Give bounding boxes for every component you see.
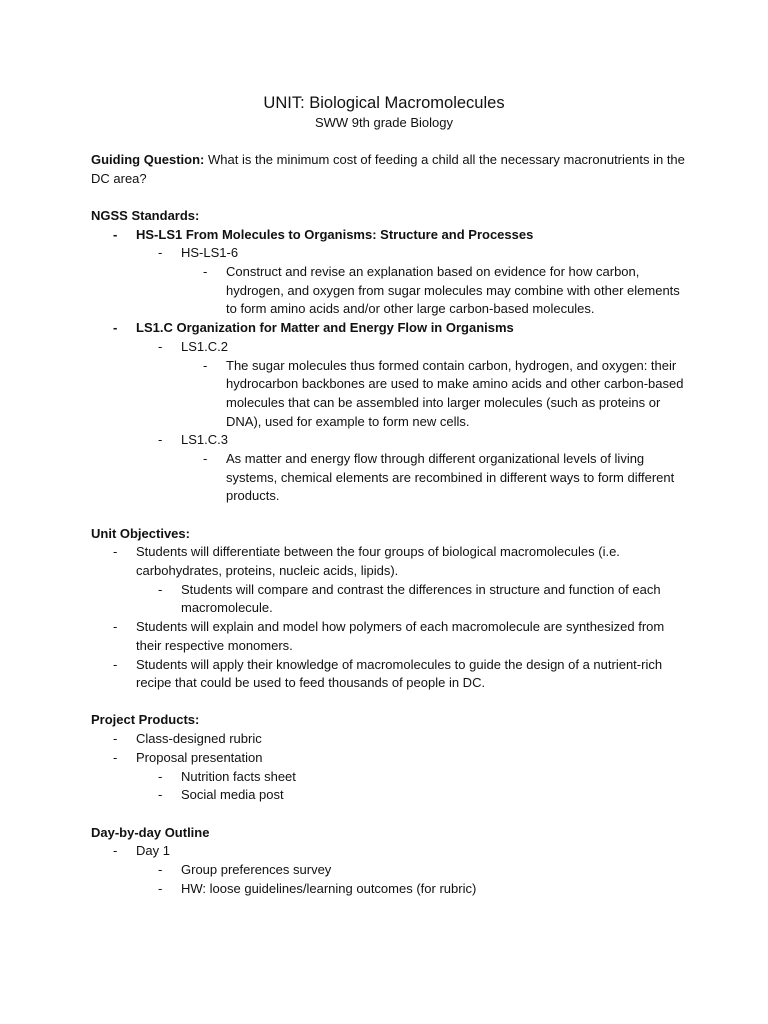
objective-item: - Students will differentiate between the four groups of biological macromolecules (i.e. carbohydrates, proteins, nucleic acids, lipids). bbox=[113, 544, 620, 579]
document-title: UNIT: Biological Macromolecules bbox=[263, 94, 505, 112]
outline-subitem: - Group preferences survey bbox=[158, 861, 332, 877]
product-item: - Proposal presentation bbox=[113, 749, 263, 765]
objective-item: - Students will apply their knowledge of macromolecules to guide the design of a nutrient-rich recipe that could be used to feed thousands of people in DC. bbox=[113, 656, 663, 691]
objective-item: - Students will explain and model how polymers of each macromolecule are synthesized from their respective monomers. bbox=[113, 619, 665, 653]
document-subtitle: SWW 9th grade Biology bbox=[314, 115, 453, 130]
ngss-code-hs-ls1-6: - HS-LS1-6 bbox=[158, 245, 239, 261]
guiding-question bbox=[91, 151, 691, 188]
document-body bbox=[91, 151, 691, 898]
ngss-description-hs-ls1-6: - Construct and revise an explanation based on evidence for how carbon, hydrogen, and oxygen from sugar molecules may combine with other elements to form amino acids and/or other large carbon-based molecules. bbox=[203, 264, 680, 317]
outline-subitem: - HW: loose guidelines/learning outcomes (for rubric) bbox=[158, 880, 477, 896]
ngss-description-ls1-c-3: - As matter and energy flow through different organizational levels of living systems, chemical elements are recombined in different ways to form different products. bbox=[203, 451, 675, 504]
ngss-code-ls1-c-3: - LS1.C.3 bbox=[158, 432, 228, 448]
outline-heading: Day-by-day Outline bbox=[91, 824, 210, 840]
products-heading: Project Products: bbox=[91, 712, 200, 728]
product-subitem: - Social media post bbox=[158, 787, 284, 803]
ngss-standard-1: - HS-LS1 From Molecules to Organisms: Structure and Processes bbox=[113, 226, 534, 242]
ngss-description-ls1-c-2: - The sugar molecules thus formed contain carbon, hydrogen, and oxygen: their hydrocarbon backbones are used to make amino acids and other carbon-based molecules that can be assembled into larger molecules (such as proteins or DNA), used for example to form new cells. bbox=[203, 357, 684, 429]
ngss-heading: NGSS Standards: bbox=[91, 207, 200, 223]
objectives-heading: Unit Objectives: bbox=[91, 525, 190, 541]
objective-subitem: - Students will compare and contrast the differences in structure and function of each macromolecule. bbox=[158, 581, 661, 616]
product-subitem: - Nutrition facts sheet bbox=[158, 768, 296, 784]
guiding-question-text: What is the minimum cost of feeding a child all the necessary macronutrients in the DC area? bbox=[91, 152, 685, 186]
ngss-standard-2: - LS1.C Organization for Matter and Energy Flow in Organisms bbox=[113, 320, 514, 336]
guiding-question-label: Guiding Question: bbox=[91, 152, 205, 167]
ngss-code-ls1-c-2: - LS1.C.2 bbox=[158, 338, 228, 354]
product-item: - Class-designed rubric bbox=[113, 731, 262, 747]
outline-day-item: - Day 1 bbox=[113, 843, 170, 859]
